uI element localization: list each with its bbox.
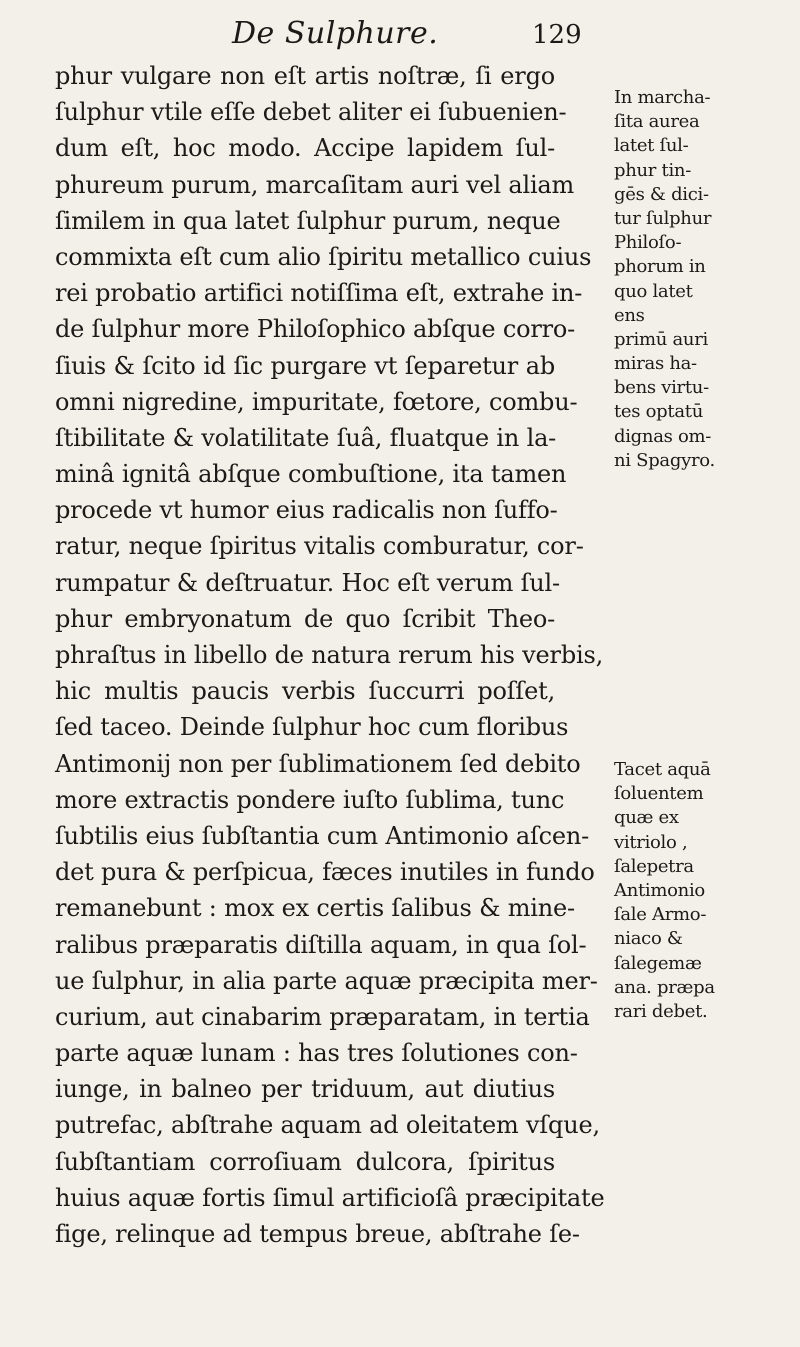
margin-note-line: ni Spagyro. (614, 449, 715, 471)
text-line: minâ ignitâ abſque combuſtione, ita tamen (55, 460, 567, 489)
margin-note-line: quo latet (614, 280, 693, 302)
margin-note-solvent (614, 758, 794, 1024)
text-line: ſimilem in qua latet ſulphur purum, neque (55, 206, 561, 235)
margin-note-line: ſalepetra (614, 855, 694, 877)
text-line: iunge, in balneo per triduum, aut diutius (55, 1075, 555, 1104)
text-line: fige, relinque ad tempus breue, abſtrahe ſe- (55, 1220, 580, 1248)
text-line: huius aquæ fortis ſimul artificioſâ præcipitate (55, 1183, 605, 1212)
text-line: ſubtilis eius ſubſtantia cum Antimonio aſcen- (55, 821, 590, 850)
margin-note-line: Philoſo- (614, 232, 682, 254)
text-line: ratur, neque ſpiritus vitalis comburatur, cor- (55, 532, 584, 561)
margin-note-line: ſita aurea (614, 111, 700, 133)
margin-note-line: ſale Armo- (614, 904, 707, 926)
text-line: ralibus præparatis diſtilla aquam, in qua ſol- (55, 930, 587, 959)
margin-note-line: miras ha- (614, 353, 697, 375)
margin-note-line: rari debet. (614, 1000, 708, 1022)
text-line: phur embryonatum de quo ſcribit Theo- (55, 604, 555, 633)
text-line: ſtibilitate & volatilitate ſuâ, fluatque in la- (55, 423, 557, 452)
text-line: procede vt humor eius radicalis non ſuffo- (55, 496, 558, 525)
main-text-block (55, 58, 605, 1252)
margin-note-line: ſoluentem (614, 783, 704, 805)
running-title: De Sulphure. (232, 16, 439, 51)
text-line: phur vulgare non eſt artis noſtræ, ſi ergo (55, 62, 555, 90)
margin-note-line: tes optatū (614, 401, 703, 423)
margin-note-line: gēs & dici- (614, 183, 709, 205)
text-line: hic multis paucis verbis ſuccurri poſſet, (55, 677, 555, 706)
text-line: rei probatio artifici notiſſima eſt, extrahe in- (55, 279, 583, 308)
margin-note-line: tur ſulphur (614, 207, 712, 229)
text-line: remanebunt : mox ex certis ſalibus & mine- (55, 894, 575, 923)
margin-note-line: quæ ex (614, 807, 679, 829)
margin-note-line: Tacet aquā (614, 759, 711, 780)
margin-note-line: niaco & (614, 928, 683, 950)
margin-note-line: latet ſul- (614, 135, 689, 157)
page-header (0, 10, 800, 62)
text-line: curium, aut cinabarim præparatam, in tertia (55, 1002, 590, 1031)
text-line: more extractis pondere iuſto ſublima, tunc (55, 785, 565, 814)
text-line: phureum purum, marcaſitam auri vel aliam (55, 170, 575, 199)
margin-note-line: Antimonio (614, 879, 705, 901)
text-line: de ſulphur more Philoſophico abſque corro- (55, 315, 576, 344)
margin-note-marcasite (614, 86, 794, 473)
text-line: ſubſtantiam corroſiuam dulcora, ſpiritus (55, 1147, 555, 1176)
margin-note-line: bens virtu- (614, 377, 709, 399)
margin-note-line: primū auri (614, 328, 708, 350)
text-line: Antimonij non per ſublimationem ſed debito (55, 749, 581, 778)
text-line: parte aquæ lunam : has tres ſolutiones con- (55, 1039, 578, 1068)
margin-note-line: ens (614, 304, 645, 326)
text-line: phraſtus in libello de natura rerum his verbis, (55, 641, 604, 669)
text-line: commixta eſt cum alio ſpiritu metallico cuius (55, 242, 592, 271)
text-line: putrefac, abſtrahe aquam ad oleitatem vſque, (55, 1111, 600, 1140)
page-number: 129 (532, 20, 582, 50)
margin-note-line: ana. præpa (614, 976, 715, 998)
margin-note-line: phur tin- (614, 159, 691, 181)
text-line: rumpatur & deſtruatur. Hoc eſt verum ſul- (55, 568, 560, 597)
text-line: ſed taceo. Deinde ſulphur hoc cum floribus (55, 713, 569, 742)
margin-note-line: dignas om- (614, 425, 712, 447)
text-line: ſulphur vtile eſſe debet aliter ei ſubuenien- (55, 98, 567, 127)
text-line: ue ſulphur, in alia parte aquæ præcipita mer- (55, 966, 598, 995)
margin-note-line: In marcha- (614, 87, 711, 108)
text-line: det pura & perſpicua, fæces inutiles in fundo (55, 858, 595, 887)
margin-note-line: ſalegemæ (614, 952, 702, 974)
text-line: omni nigredine, impuritate, fœtore, combu- (55, 387, 578, 416)
text-line: dum eſt, hoc modo. Accipe lapidem ſul- (55, 134, 555, 163)
text-line: ſiuis & ſcito id ſic purgare vt ſeparetur ab (55, 351, 555, 380)
margin-note-line: vitriolo , (614, 831, 688, 853)
margin-note-line: phorum in (614, 256, 706, 278)
